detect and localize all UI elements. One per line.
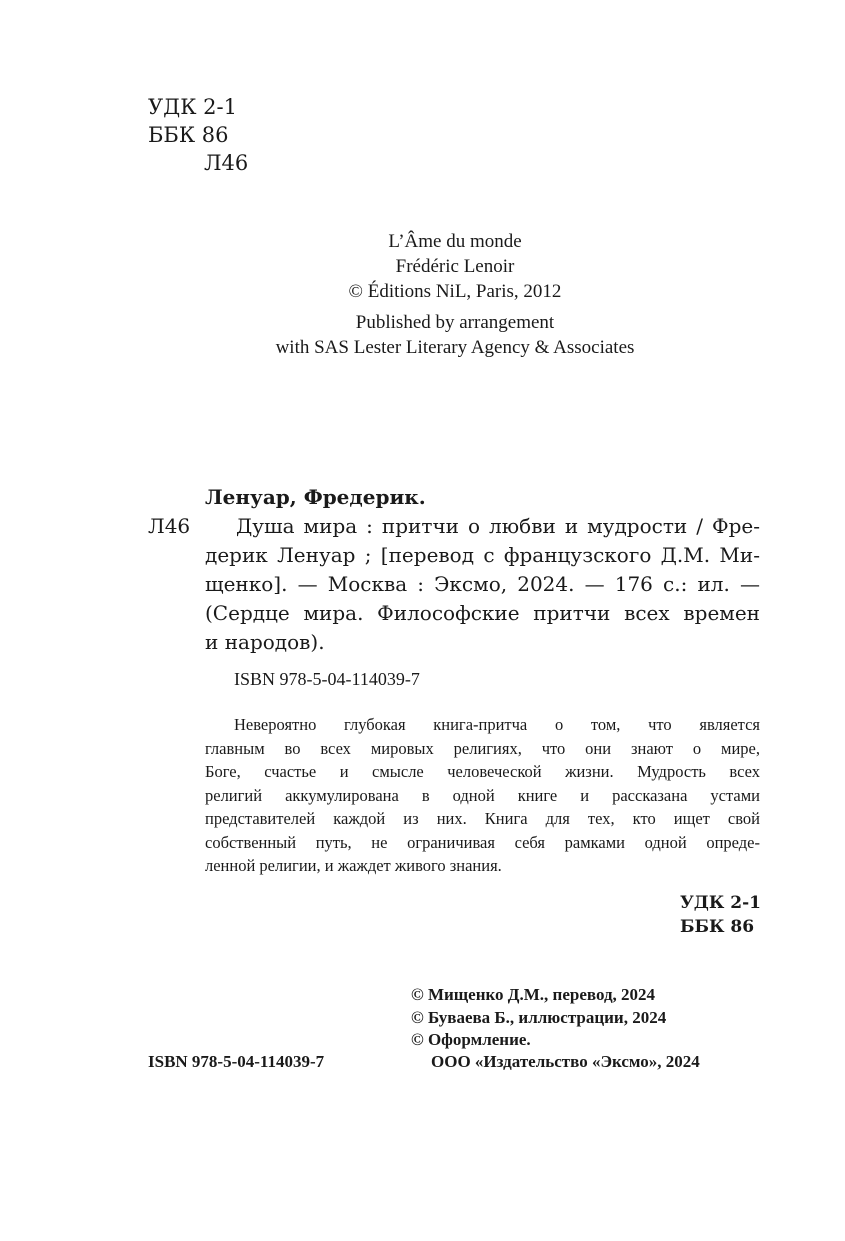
author-mark-record: Л46 [148,514,191,538]
annotation-line: главным во всех мировых религиях, что они знают о мире, [205,738,760,758]
isbn-bottom: ISBN 978-5-04-114039-7 [148,1052,325,1071]
bib-line: (Сердце мира. Философские притчи всех времен [205,601,760,625]
bib-line: и народов). [205,630,325,654]
isbn-record: ISBN 978-5-04-114039-7 [234,669,420,689]
annotation-line: религий аккумулирована в одной книге и рассказана устами [205,785,760,805]
annotation-line: Боге, счастье и смысле человеческой жизни. Мудрость всех [205,762,760,781]
copyright-publisher: ООО «Издательство «Эксмо», 2024 [431,1052,700,1071]
udk-code-bottom: УДК 2-1 [680,893,762,913]
copyright-translation: © Мищенко Д.М., перевод, 2024 [411,985,656,1004]
udk-code-top: УДК 2-1 [148,95,237,119]
bbk-code-bottom: ББК 86 [680,917,755,937]
annotation-line: ленной религии, и жаждет живого знания. [205,856,502,875]
annotation [205,713,760,878]
author-heading: Ленуар, Фредерик. [205,485,426,509]
original-author: Frédéric Lenoir [395,256,515,277]
original-title: L’Âme du monde [388,231,522,252]
original-copyright: © Éditions NiL, Paris, 2012 [348,281,562,302]
bib-line: Душа мира : притчи о любви и мудрости / Фре- [236,514,760,538]
author-mark-top: Л46 [204,151,249,175]
bibliographic-description [205,512,760,657]
annotation-line: собственный путь, не ограничивая себя рамками одной опреде- [205,832,760,852]
arrangement-line-2: with SAS Lester Literary Agency & Associates [275,337,635,358]
copyright-illustrations: © Буваева Б., иллюстрации, 2024 [411,1008,667,1027]
bbk-code-top: ББК 86 [148,123,229,147]
copyright-design: © Оформление. [411,1030,531,1049]
bib-line: дерик Ленуар ; [перевод с французского Д.М. Ми- [205,543,760,567]
annotation-line: Невероятно глубокая книга-притча о том, что является [234,715,760,734]
arrangement-line-1: Published by arrangement [355,312,555,333]
annotation-line: представителей каждой из них. Книга для тех, кто ищет свой [205,809,760,828]
bib-line: щенко]. — Москва : Эксмо, 2024. — 176 с.: ил. — [205,572,760,596]
